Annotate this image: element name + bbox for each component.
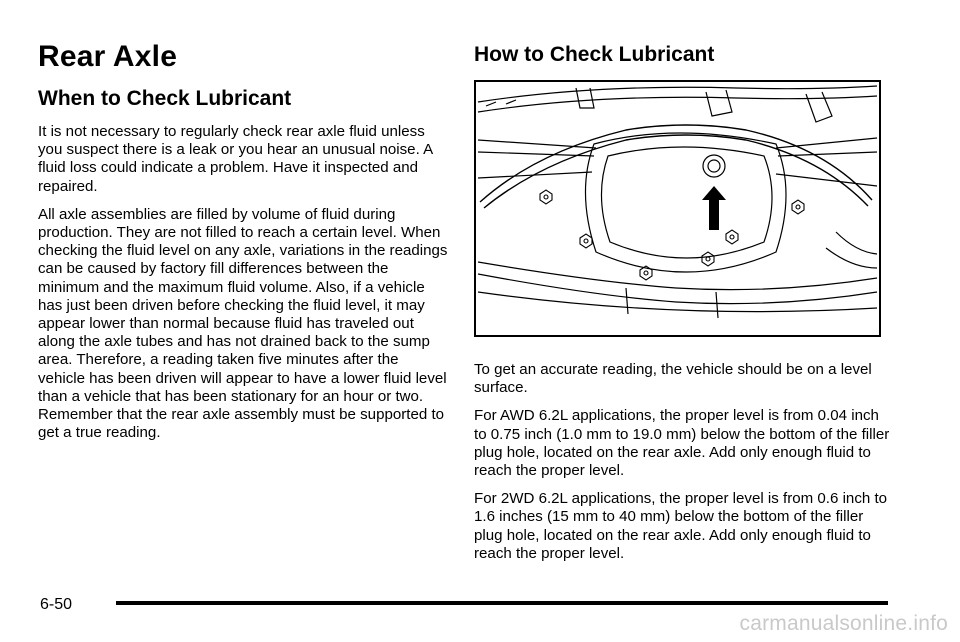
paragraph-intro: It is not necessary to regularly check rear axle fluid unless you suspect there is a leak or you hear an unusual noise. A fluid loss could indicate a problem. Have it inspected and repaired. xyxy=(38,123,433,195)
page-number: 6-50 xyxy=(40,596,73,613)
rear-axle-drawing xyxy=(476,82,879,335)
right-column xyxy=(474,40,894,563)
left-column xyxy=(38,40,448,442)
paragraph-2wd-level: For 2WD 6.2L applications, the proper level is from 0.6 inch to 1.6 inches (15 mm to 40 mm) below the bottom of the filler plug hole, located on the rear axle. Add only enough fluid to reach the proper level. xyxy=(474,490,888,562)
paragraph-level-surface: To get an accurate reading, the vehicle should be on a level surface. xyxy=(474,361,872,397)
paragraph-awd-level: For AWD 6.2L applications, the proper level is from 0.04 inch to 0.75 inch (1.0 mm to 19.0 mm) below the bottom of the filler plug hole, located on the rear axle. Add only enough fluid to reach the proper level. xyxy=(474,407,890,480)
subsection-heading-when-to-check: When to Check Lubricant xyxy=(38,87,292,110)
section-title: Rear Axle xyxy=(38,40,178,73)
paragraph-fill-volume: All axle assemblies are filled by volume of fluid during production. They are not filled to reach a certain level. When checking the fluid level on any axle, variations in the readings can be caused by factory fill differences between the minimum and the maximum fluid volume. Also, if a vehicle has just been driven before checking the fluid level, it may appear lower than normal because fluid has traveled out along the axle tubes and has not drained back to the sump area. Therefore, a reading taken five minutes after the vehicle has been driven will appear to have a lower fluid level than a vehicle that has been stationary for an hour or two. Remember that the rear axle assembly must be supported to get a true reading. xyxy=(38,205,448,442)
subsection-heading-how-to-check: How to Check Lubricant xyxy=(474,43,715,66)
footer-divider xyxy=(116,601,888,605)
arrow-up-icon xyxy=(702,186,726,230)
rear-axle-illustration xyxy=(474,80,881,337)
site-watermark: carmanualsonline.info xyxy=(739,612,948,635)
